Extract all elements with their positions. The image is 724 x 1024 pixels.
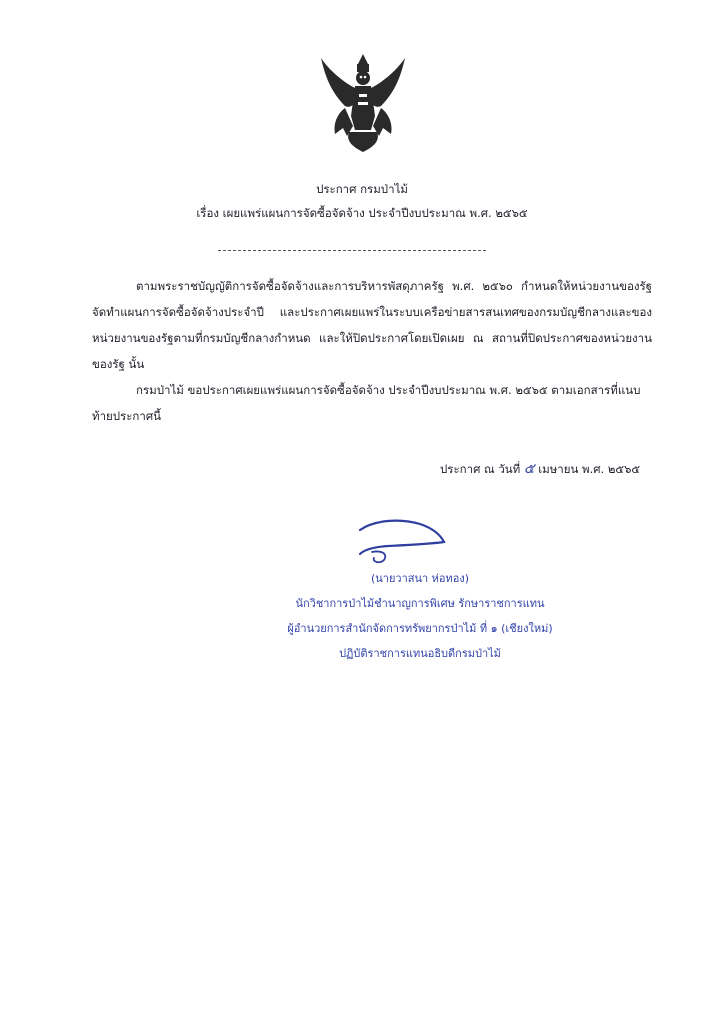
- divider-line: [218, 250, 486, 251]
- document-subject: เรื่อง เผยแพร่แผนการจัดซื้อจัดจ้าง ประจำปีงบประมาณ พ.ศ. ๒๕๖๕: [196, 206, 528, 220]
- document-title: ประกาศ กรมป่าไม้: [316, 182, 408, 196]
- date-day: ๕: [523, 461, 535, 477]
- handwritten-signature: [352, 516, 452, 576]
- date-prefix: ประกาศ ณ วันที่: [440, 462, 521, 476]
- signatory-name: (นายวาสนา ห่อทอง): [370, 572, 470, 585]
- signatory-position-2: ผู้อำนวยการสำนักจัดการทรัพยากรป่าไม้ ที่ ๑ (เชียงใหม่): [287, 622, 553, 635]
- body-paragraph-1: ตามพระราชบัญญัติการจัดซื้อจัดจ้างและการบริหารพัสดุภาครัฐ พ.ศ. ๒๕๖๐ กำหนดให้หน่วยงานของรัฐจัดทำแผนการจัดซื้อจัดจ้างประจำปี และประกาศเผยแพร่ในระบบเครือข่ายสารสนเทศของกรมบัญชีกลางและของหน่วยงานของรัฐตามที่กรมบัญชีกลางกำหนด และให้ปิดประกาศโดยเปิดเผย ณ สถานที่ปิดประกาศของหน่วยงานของรัฐ นั้น: [92, 279, 652, 371]
- announcement-date: [440, 458, 640, 480]
- signatory-position-3: ปฏิบัติราชการแทนอธิบดีกรมป่าไม้: [339, 647, 501, 660]
- date-month-year: เมษายน พ.ศ. ๒๕๖๕: [538, 462, 641, 476]
- signatory-position-1: นักวิชาการป่าไม้ชำนาญการพิเศษ รักษาราชการแทน: [295, 597, 545, 610]
- garuda-emblem-icon: [315, 52, 411, 156]
- body-paragraph-2: กรมป่าไม้ ขอประกาศเผยแพร่แผนการจัดซื้อจัดจ้าง ประจำปีงบประมาณ พ.ศ. ๒๕๖๕ ตามเอกสารที่แนบท้ายประกาศนี้: [92, 383, 641, 423]
